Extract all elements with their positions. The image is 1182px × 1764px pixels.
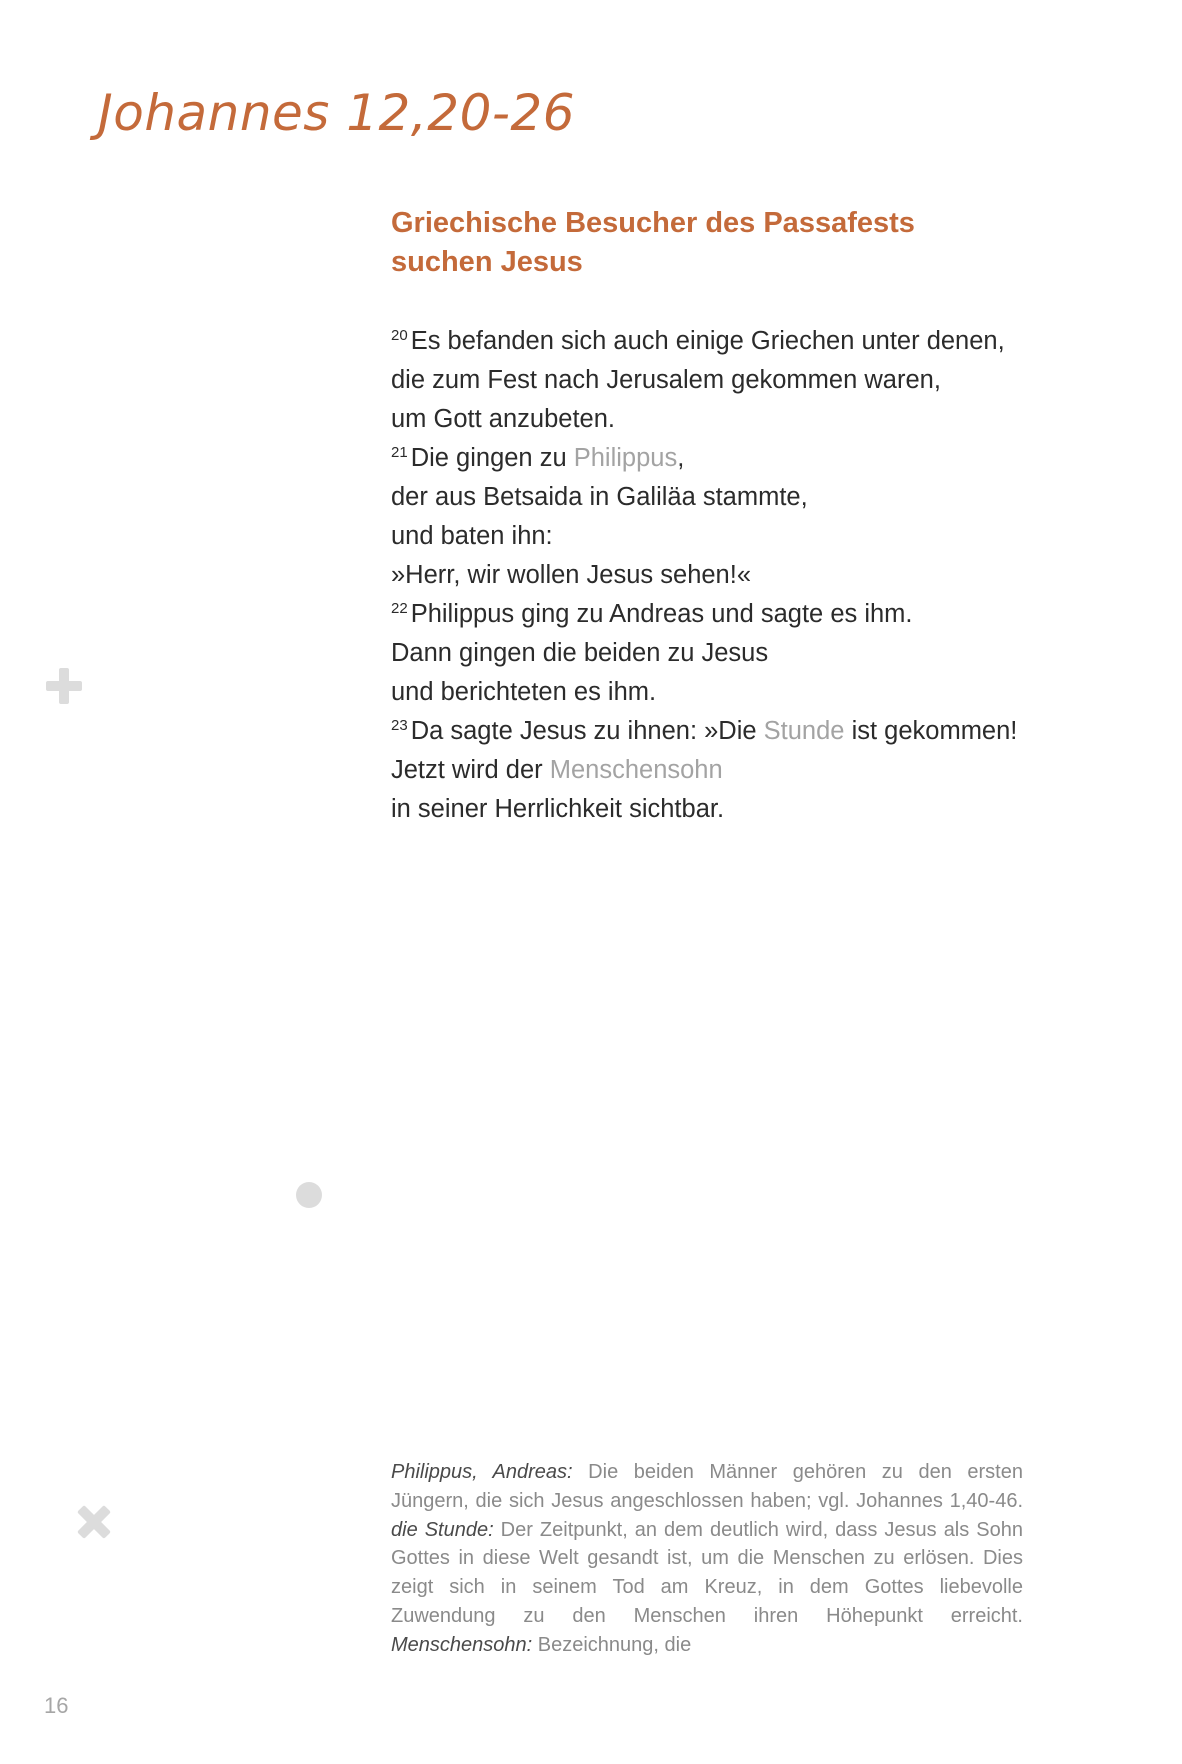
- dot-mark-icon: [296, 1182, 322, 1208]
- verse-line: und berichteten es ihm.: [391, 678, 657, 706]
- book-title: Johannes 12,20-26: [98, 84, 576, 142]
- verse-number: 23: [391, 716, 408, 734]
- verse-line: der aus Betsaida in Galiläa stammte,: [391, 483, 808, 511]
- verse-line: $^{21}$ Die gingen zu Philippus,: [391, 443, 685, 472]
- page-number: 16: [44, 1693, 69, 1718]
- footnote: Philippus, Andreas: Die beiden Männer gehören zu den ersten Jüngern, die sich Jesus angeschlossen haben; vgl. Johannes 1,40-46. die Stunde: Der Zeitpunkt, an dem deutlich wird, dass Jesus als Sohn Gottes in diese Welt gesandt ist, um die Menschen zu erlösen. Dies zeigt sich in seinem Tod am Kreuz, in dem Gottes liebevolle Zuwendung zu den Menschen ihren Höhepunkt erreicht. Menschensohn: Bezeichnung, die: [391, 1461, 1023, 1656]
- plus-mark-icon: [44, 666, 84, 706]
- glossary-term: Stunde: [763, 717, 845, 745]
- verse-line: um Gott anzubeten.: [391, 405, 615, 433]
- footnote-term: die Stunde:: [391, 1518, 494, 1541]
- section-heading: Griechische Besucher des Passafests suchen Jesus: [391, 207, 915, 278]
- glossary-term: Menschensohn: [549, 756, 723, 784]
- verse-line: $^{20}$ Es befanden sich auch einige Griechen unter denen,: [391, 326, 1005, 355]
- verse-line: $^{23}$ Da sagte Jesus zu ihnen: »Die Stunde ist gekommen!: [391, 716, 1018, 745]
- footnote-term: Philippus, Andreas:: [391, 1461, 573, 1483]
- scripture-text: [391, 322, 1031, 829]
- footnote-term: Menschensohn:: [391, 1633, 533, 1656]
- verse-number: 20: [391, 326, 408, 344]
- glossary-term: Philippus: [573, 444, 678, 472]
- verse-number: 22: [391, 599, 408, 617]
- verse-line: »Herr, wir wollen Jesus sehen!«: [391, 561, 752, 589]
- verse-number: 21: [391, 443, 408, 461]
- x-mark-icon: [74, 1502, 114, 1542]
- verse-line: Dann gingen die beiden zu Jesus: [391, 639, 769, 667]
- verse-line: und baten ihn:: [391, 522, 553, 550]
- verse-line: die zum Fest nach Jerusalem gekommen waren,: [391, 366, 941, 394]
- verse-line: Jetzt wird der Menschensohn: [391, 756, 723, 784]
- verse-line: in seiner Herrlichkeit sichtbar.: [391, 795, 725, 823]
- verse-line: $^{22}$ Philippus ging zu Andreas und sagte es ihm.: [391, 599, 913, 628]
